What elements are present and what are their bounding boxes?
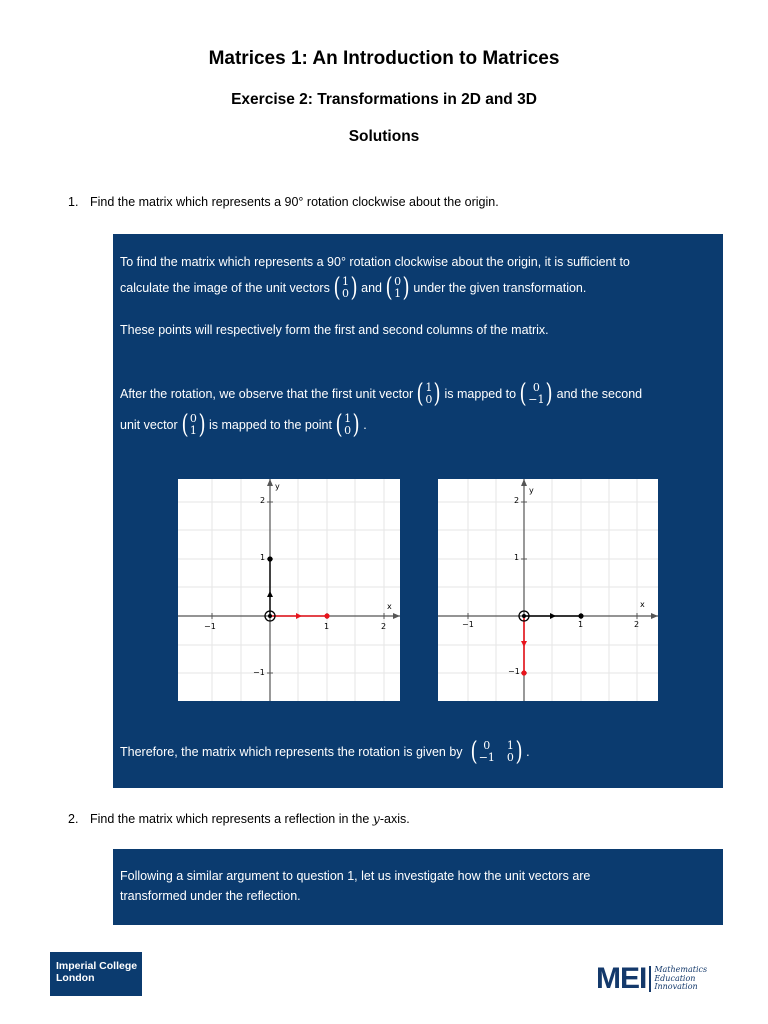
rotation-matrix: ( 0 −1 1 0 ) [470, 737, 523, 767]
y-tick-label: 2 [260, 496, 266, 505]
solution-1-text: Therefore, the matrix which represents the rotation is given by [120, 745, 463, 759]
x-tick-label: −1 [204, 622, 216, 631]
solutions-heading: Solutions [348, 128, 420, 145]
x-tick-label: 1 [578, 620, 584, 629]
solution-2-line-2: transformed under the reflection. [120, 889, 301, 903]
image-vector-2: ( 1 0 ) [335, 410, 360, 440]
y-tick-label: 1 [260, 553, 266, 562]
solution-1-line-5: unit vector ( 0 1 ) is mapped to the point ( 1 0 ) . [120, 410, 367, 440]
point-e1 [324, 613, 329, 618]
y-tick-label: −1 [508, 667, 520, 676]
x-tick-label: 1 [324, 622, 330, 631]
question-1 [68, 195, 499, 209]
solution-1-line-1: To find the matrix which represents a 90° rotation clockwise about the origin, it is sufficient to [120, 255, 630, 269]
question-2 [68, 811, 410, 826]
solution-1-line-2 [120, 275, 586, 301]
unit-vector-e1: ( 1 0 ) [333, 273, 358, 303]
graph-after-rotation [438, 479, 658, 701]
question-2-text: -axis. [379, 812, 410, 826]
mei-logo-text: Mathematics Education Innovation [654, 965, 708, 992]
image-point-1 [521, 670, 526, 675]
solution-2-line-1: Following a similar argument to question 1, let us investigate how the unit vectors are [120, 869, 591, 883]
question-2-number: 2. [68, 812, 79, 826]
imperial-college-logo: Imperial College London [50, 952, 142, 996]
x-axis-label: x [387, 602, 392, 611]
question-1-text: Find the matrix which represents a 90° rotation clockwise about the origin. [90, 195, 499, 209]
solution-1-text: is mapped to the point [208, 418, 332, 432]
x-tick-label: 2 [381, 622, 387, 631]
page-title: Matrices 1: An Introduction to Matrices [208, 48, 560, 69]
y-axis-label: y [275, 482, 280, 491]
question-1-number: 1. [68, 195, 79, 209]
solution-1-line-4 [120, 381, 642, 407]
y-tick-label: 2 [514, 496, 520, 505]
graph-before-rotation [178, 479, 400, 701]
y-tick-label: −1 [253, 668, 265, 677]
solution-1-text: and [361, 281, 383, 295]
image-point-2 [578, 613, 583, 618]
mei-logo-letters: MEI [596, 962, 647, 995]
solution-box-2 [113, 849, 723, 925]
solution-1-text: under the given transformation. [413, 281, 587, 295]
solution-1-text: calculate the image of the unit vectors [120, 281, 330, 295]
solution-1-conclusion: Therefore, the matrix which represents the rotation is given by ( 0 −1 1 0 ) . [120, 737, 530, 767]
exercise-subtitle: Exercise 2: Transformations in 2D and 3D [231, 91, 537, 108]
x-tick-label: 2 [634, 620, 640, 629]
solution-1-text: unit vector [120, 418, 178, 432]
point-e2 [267, 556, 272, 561]
solution-1-line-3: These points will respectively form the first and second columns of the matrix. [120, 323, 549, 337]
y-tick-label: 1 [514, 553, 520, 562]
x-tick-label: −1 [462, 620, 474, 629]
y-axis-label: y [529, 486, 534, 495]
x-axis-label: x [640, 600, 645, 609]
solution-1-text: and the second [556, 387, 643, 401]
solution-1-text: is mapped to [444, 387, 517, 401]
unit-vector-e2: ( 0 1 ) [181, 410, 206, 440]
question-2-text: Find the matrix which represents a reflection in the [90, 812, 373, 826]
image-vector-1: ( 0 −1 ) [519, 379, 554, 409]
mei-logo [596, 962, 707, 996]
unit-vector-e2: ( 0 1 ) [385, 273, 410, 303]
solution-1-text: After the rotation, we observe that the first unit vector [120, 387, 414, 401]
unit-vector-e1: ( 1 0 ) [416, 379, 441, 409]
question-2-variable: y [372, 811, 380, 826]
